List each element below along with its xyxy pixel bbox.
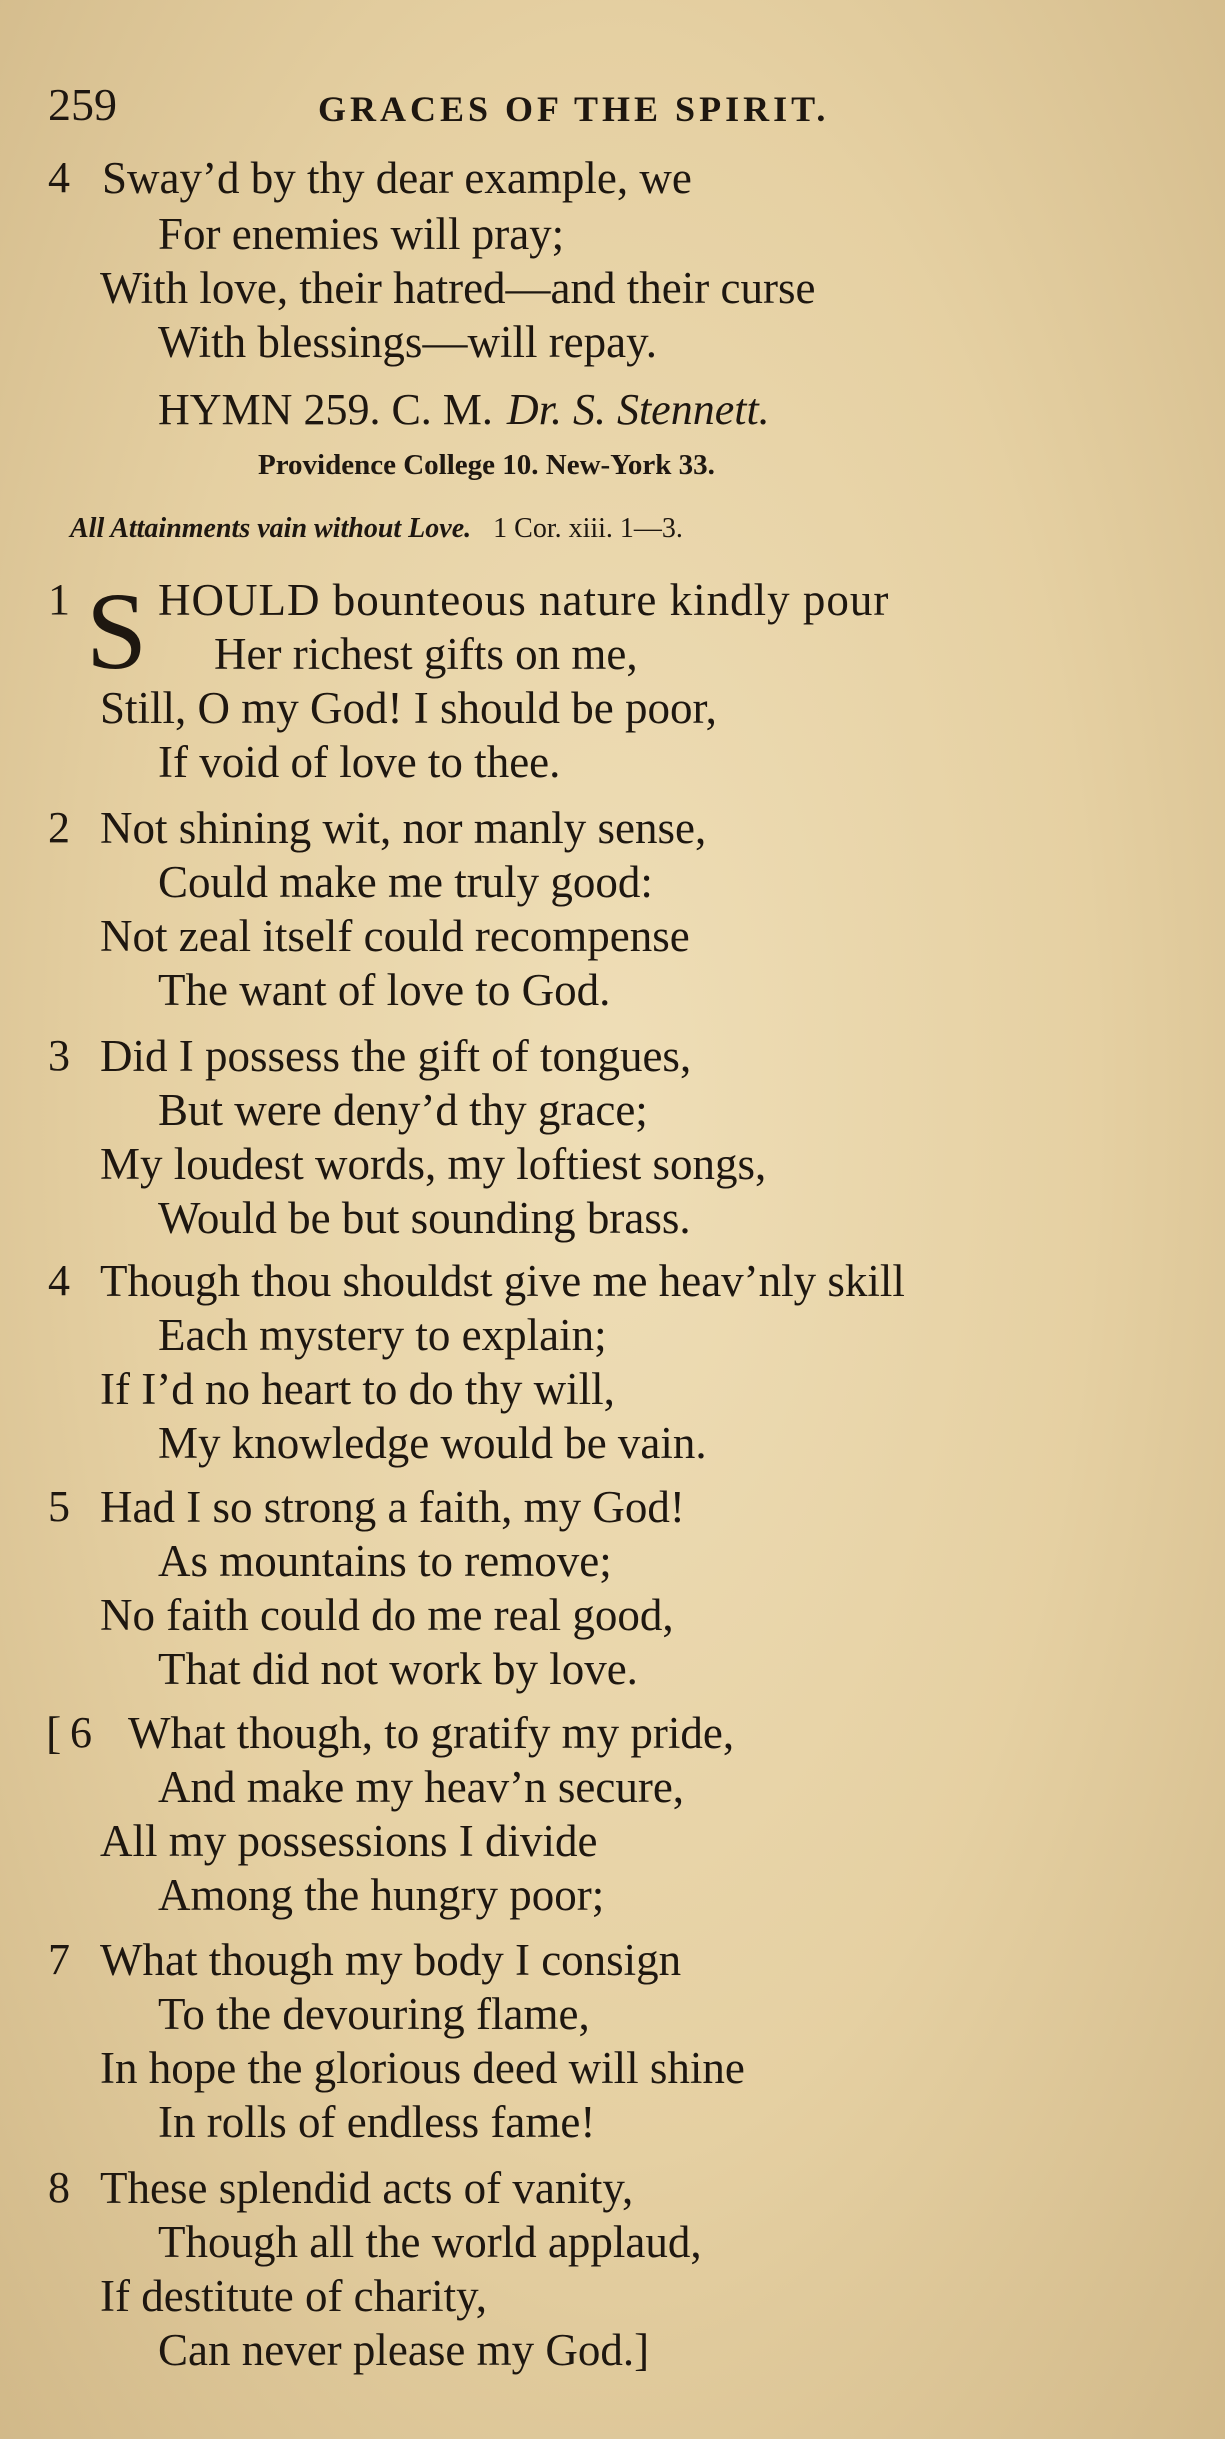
running-head <box>48 78 1148 138</box>
verse-line: Could make me truly good: <box>158 857 653 907</box>
verse-line: Can never please my God.] <box>158 2325 650 2375</box>
verse-line: Did I possess the gift of tongues, <box>100 1031 692 1081</box>
verse-line: All my possessions I divide <box>100 1816 598 1866</box>
verse-line: As mountains to remove; <box>158 1536 612 1586</box>
verse-line: And make my heav’n secure, <box>158 1762 685 1812</box>
stanza-number: 3 <box>48 1031 70 1080</box>
opening-bracket: [ <box>46 1707 62 1758</box>
running-title: GRACES OF THE SPIRIT. <box>318 89 830 129</box>
stanza-number: 5 <box>48 1482 70 1531</box>
verse-line: Still, O my God! I should be poor, <box>100 683 717 733</box>
verse-line: No faith could do me real good, <box>100 1590 674 1640</box>
hymn-author: Dr. S. Stennett. <box>506 385 770 434</box>
verse-line: The want of love to God. <box>158 965 611 1015</box>
verse-line: With love, their hatred—and their curse <box>100 263 816 313</box>
tune-names: Providence College 10. New-York 33. <box>258 449 715 481</box>
stanza-number: 4 <box>48 153 70 202</box>
verse-line: If void of love to thee. <box>158 737 561 787</box>
subject-line <box>70 513 683 545</box>
verse-line: My knowledge would be vain. <box>158 1418 707 1468</box>
stanza-number: 7 <box>48 1935 70 1984</box>
verse-line: Each mystery to explain; <box>158 1310 607 1360</box>
verse-line: If destitute of charity, <box>100 2271 487 2321</box>
scripture-reference: 1 Cor. xiii. 1—3. <box>493 513 683 544</box>
verse-line: My loudest words, my loftiest songs, <box>100 1139 767 1189</box>
stanza-number: 2 <box>48 803 70 852</box>
verse-line: For enemies will pray; <box>158 209 565 259</box>
verse-line: HOULD bounteous nature kindly pour <box>158 575 890 625</box>
verse-line: But were deny’d thy grace; <box>158 1085 648 1135</box>
verse-line: Not zeal itself could recompense <box>100 911 690 961</box>
page-number: 259 <box>48 79 117 130</box>
hymn-subject: All Attainments vain without Love. <box>70 513 472 544</box>
verse-line: What though, to gratify my pride, <box>128 1708 735 1758</box>
verse-line: Though thou shouldst give me heav’nly skill <box>100 1256 905 1306</box>
hymn-heading <box>158 384 770 435</box>
verse-line: Sway’d by thy dear example, we <box>102 153 692 203</box>
verse-line: Her richest gifts on me, <box>214 629 638 679</box>
verse-line: In hope the glorious deed will shine <box>100 2043 745 2093</box>
drop-cap: S <box>86 570 148 692</box>
verse-line: Not shining wit, nor manly sense, <box>100 803 707 853</box>
stanza-number: 1 <box>48 575 70 624</box>
verse-line: Though all the world applaud, <box>158 2217 702 2267</box>
verse-line: With blessings—will repay. <box>158 317 657 367</box>
verse-line: Among the hungry poor; <box>158 1870 605 1920</box>
verse-line: If I’d no heart to do thy will, <box>100 1364 615 1414</box>
verse-line: Had I so strong a faith, my God! <box>100 1482 685 1532</box>
stanza-number: 6 <box>70 1708 92 1757</box>
verse-line: Would be but sounding brass. <box>158 1193 691 1243</box>
verse-line: These splendid acts of vanity, <box>100 2163 634 2213</box>
verse-line: What though my body I consign <box>100 1935 682 1985</box>
stanza-number: 8 <box>48 2163 70 2212</box>
hymn-title: HYMN 259. C. M. <box>158 385 493 434</box>
verse-line: That did not work by love. <box>158 1644 638 1694</box>
verse-line: To the devouring flame, <box>158 1989 590 2039</box>
verse-line: In rolls of endless fame! <box>158 2097 596 2147</box>
stanza-number: 4 <box>48 1256 70 1305</box>
